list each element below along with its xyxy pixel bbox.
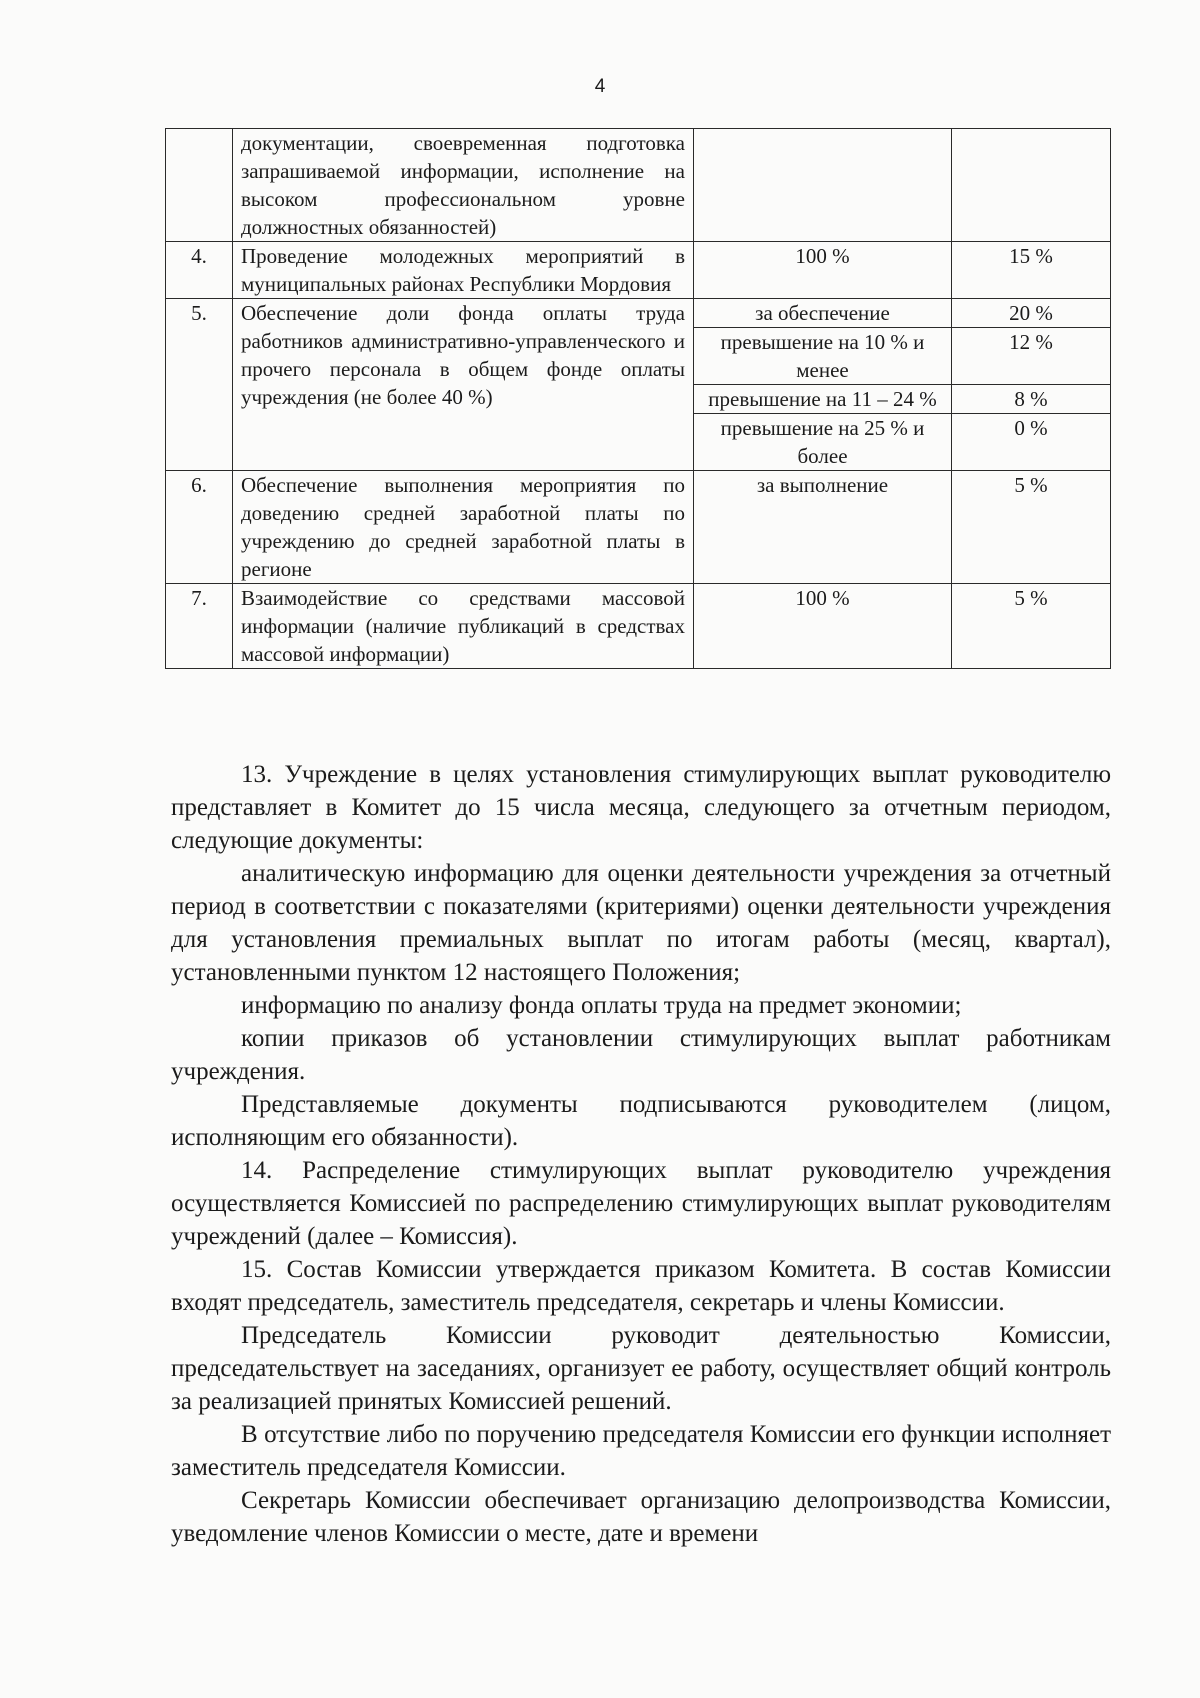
row-number (166, 129, 233, 242)
table-row (166, 299, 1111, 328)
subrow-value: превышение на 11 – 24 % (694, 385, 952, 414)
subrow-percent: 12 % (952, 328, 1111, 385)
row-value: за выполнение (694, 471, 952, 584)
row-number: 4. (166, 242, 233, 299)
row-percent: 5 % (952, 584, 1111, 669)
subrow-percent: 8 % (952, 385, 1111, 414)
row-number: 6. (166, 471, 233, 584)
paragraph: 15. Состав Комиссии утверждается приказом Комитета. В состав Комиссии входят председатель, заместитель председателя, секретарь и члены Комиссии. (171, 1256, 1111, 1316)
row-description: Проведение молодежных мероприятий в муниципальных районах Республики Мордовия (233, 242, 694, 299)
row-number: 5. (166, 299, 233, 471)
subrow-value: превышение на 10 % и менее (694, 328, 952, 385)
table-row (166, 471, 1111, 584)
row-description: Обеспечение доли фонда оплаты труда работников административно-управленческого и прочего персонала в общем фонде оплаты учреждения (не более 40 %) (233, 299, 694, 471)
row-percent: 5 % (952, 471, 1111, 584)
row-description: документации, своевременная подготовка запрашиваемой информации, исполнение на высоком профессиональном уровне должностных обязанностей) (233, 129, 694, 242)
row-value: 100 % (694, 584, 952, 669)
subrow-value: за обеспечение (694, 299, 952, 328)
page-number: 4 (594, 76, 606, 97)
paragraph: 14. Распределение стимулирующих выплат руководителю учреждения осуществляется Комиссией по распределению стимулирующих выплат руководителям учреждений (далее – Комиссия). (171, 1157, 1111, 1250)
table-row (166, 129, 1111, 242)
row-description: Обеспечение выполнения мероприятия по доведению средней заработной платы по учреждению до средней заработной платы в регионе (233, 471, 694, 584)
paragraph: копии приказов об установлении стимулирующих выплат работникам учреждения. (171, 1025, 1111, 1085)
paragraph: Представляемые документы подписываются руководителем (лицом, исполняющим его обязанности). (171, 1091, 1111, 1151)
paragraph: В отсутствие либо по поручению председателя Комиссии его функции исполняет заместитель председателя Комиссии. (171, 1421, 1111, 1481)
row-value: 100 % (694, 242, 952, 299)
row-value (694, 129, 952, 242)
subrow-value: превышение на 25 % и более (694, 414, 952, 471)
row-percent (952, 129, 1111, 242)
subrow-percent: 0 % (952, 414, 1111, 471)
table-row (166, 242, 1111, 299)
subrow-percent: 20 % (952, 299, 1111, 328)
row-description: Взаимодействие со средствами массовой информации (наличие публикаций в средствах массовой информации) (233, 584, 694, 669)
row-percent: 15 % (952, 242, 1111, 299)
paragraph: Председатель Комиссии руководит деятельностью Комиссии, председательствует на заседаниях, организует ее работу, осуществляет общий контроль за реализацией принятых Комиссией решений. (171, 1322, 1111, 1415)
paragraph: Секретарь Комиссии обеспечивает организацию делопроизводства Комиссии, уведомление членов Комиссии о месте, дате и времени (171, 1487, 1111, 1547)
table-row (166, 584, 1111, 669)
paragraph: 13. Учреждение в целях установления стимулирующих выплат руководителю представляет в Комитет до 15 числа месяца, следующего за отчетным периодом, следующие документы: (171, 761, 1111, 854)
paragraph: информацию по анализу фонда оплаты труда на предмет экономии; (241, 992, 962, 1019)
paragraph: аналитическую информацию для оценки деятельности учреждения за отчетный период в соответствии с показателями (критериями) оценки деятельности учреждения для установления премиальных выплат по итогам работы (месяц, квартал), установленными пунктом 12 настоящего Положения; (171, 860, 1111, 986)
row-number: 7. (166, 584, 233, 669)
criteria-table (165, 128, 1111, 669)
body-text (171, 758, 1111, 1550)
